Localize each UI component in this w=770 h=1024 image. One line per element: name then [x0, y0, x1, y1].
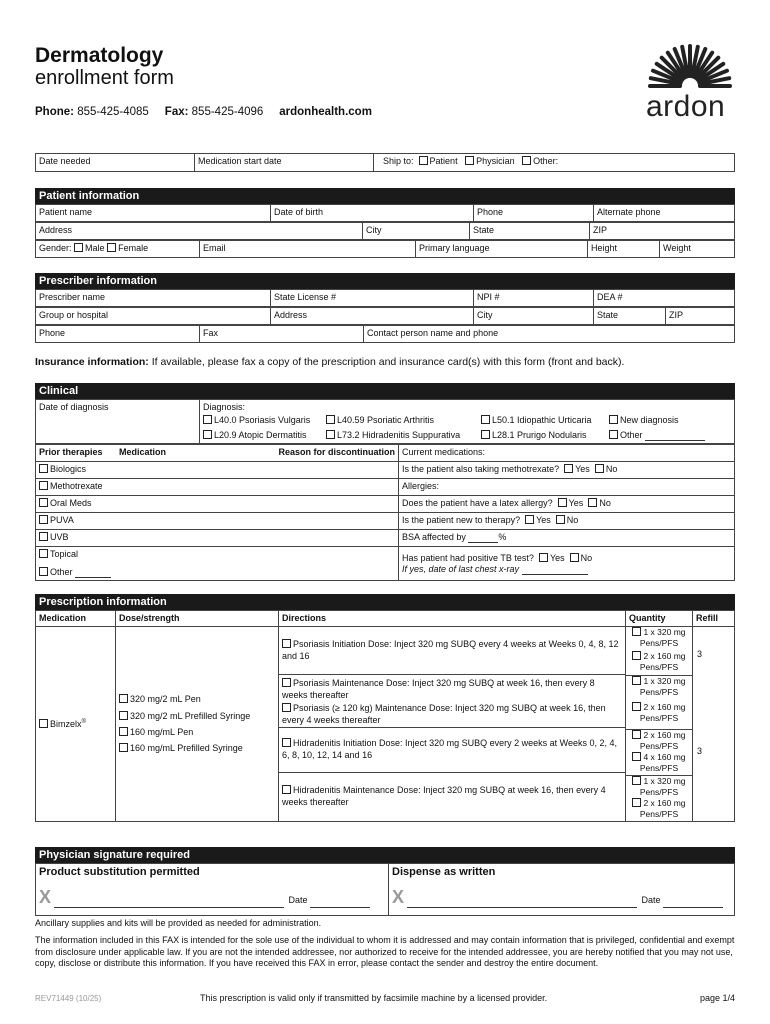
fax-label: Fax:	[164, 106, 189, 118]
dose-0[interactable]: 320 mg/2 mL Pen	[119, 694, 275, 705]
patient-zip-field[interactable]: ZIP	[590, 223, 735, 240]
weight-field[interactable]: Weight	[660, 241, 735, 258]
med-start-field[interactable]: Medication start date	[195, 154, 374, 172]
patient-phone-field[interactable]: Phone	[474, 205, 594, 222]
phone-number: 855-425-4085	[77, 106, 149, 118]
rx-refill-cell: 3 3	[693, 627, 735, 822]
dx-psoriasis[interactable]: L40.0 Psoriasis Vulgaris	[203, 415, 326, 426]
allergies-field[interactable]: Allergies:	[399, 478, 735, 495]
dea-field[interactable]: DEA #	[594, 290, 735, 307]
signature-bar: Physician signature required	[35, 847, 735, 863]
prescriber-address-field[interactable]: Address	[271, 308, 474, 325]
phone-label: Phone:	[35, 106, 74, 118]
gender-field: Gender: Male Female	[36, 241, 200, 258]
dx-urticaria[interactable]: L50.1 Idiopathic Urticaria	[481, 415, 609, 426]
patient-section	[35, 188, 735, 258]
logo-text: ardon	[646, 90, 726, 123]
therapy-biologics[interactable]: Biologics	[36, 461, 399, 478]
dx-new[interactable]: New diagnosis	[609, 415, 729, 426]
npi-field[interactable]: NPI #	[474, 290, 594, 307]
height-field[interactable]: Height	[588, 241, 660, 258]
contact-person-field[interactable]: Contact person name and phone	[364, 326, 735, 343]
dose-1[interactable]: 320 mg/2 mL Prefilled Syringe	[119, 711, 275, 722]
diagnosis-field: Diagnosis: L40.0 Psoriasis Vulgaris L40.59 Psoriatic Arthritis L50.1 Idiopathic Urticaria New diagnosis L20.9 Atopic Dermatitis L73.2 Hidradenitis Suppurativa L28.1 Prurigo Nodularis Other	[200, 400, 735, 444]
rx-directions-cell	[279, 627, 626, 822]
bsa-field[interactable]: BSA affected by %	[399, 529, 735, 546]
patient-bar: Patient information	[35, 188, 735, 204]
clinical-bar: Clinical	[35, 383, 735, 399]
validity-note: This prescription is valid only if transmitted by facsimile machine by a licensed provider.	[200, 993, 548, 1003]
fax-number: 855-425-4096	[191, 106, 264, 118]
prescriber-state-field[interactable]: State	[594, 308, 666, 325]
prescriber-city-field[interactable]: City	[474, 308, 594, 325]
rx-dose-cell	[116, 627, 279, 822]
patient-state-field[interactable]: State	[470, 223, 590, 240]
dose-2[interactable]: 160 mg/mL Pen	[119, 727, 275, 738]
dx-atopic[interactable]: L20.9 Atopic Dermatitis	[203, 430, 326, 441]
therapy-puva[interactable]: PUVA	[36, 512, 399, 529]
page-number: page 1/4	[700, 993, 736, 1003]
website[interactable]: ardonhealth.com	[279, 106, 372, 118]
female-checkbox[interactable]	[107, 243, 116, 252]
prescriber-phone-field[interactable]: Phone	[36, 326, 200, 343]
patient-city-field[interactable]: City	[363, 223, 470, 240]
rx-qty-cell: 1 x 320 mg Pens/PFS 2 x 160 mg Pens/PFS 1 x 320 mg Pens/PFS 2 x 160 mg Pens/PFS 2 x 160 mg Pens/PFS 4 x 160 mg Pens/PFS 1 x 320 mg Pens/PFS 2 x 160 mg Pens/PFS	[626, 627, 693, 822]
prescriber-name-field[interactable]: Prescriber name	[36, 290, 271, 307]
direction-0[interactable]: Psoriasis Initiation Dose: Inject 320 mg SUBQ every 4 weeks at Weeks 0, 4, 8, 12 and 16	[279, 627, 625, 675]
rx-med-header: Medication	[36, 611, 116, 627]
ship-to-field: Ship to: Patient Physician Other:	[374, 154, 735, 172]
group-field[interactable]: Group or hospital	[36, 308, 271, 325]
ship-other-checkbox[interactable]	[522, 156, 531, 165]
license-field[interactable]: State License #	[271, 290, 474, 307]
ancillary-note: Ancillary supplies and kits will be provided as needed for administration.	[35, 918, 322, 928]
ship-patient-checkbox[interactable]	[419, 156, 428, 165]
signature-section	[35, 847, 735, 916]
prescriber-zip-field[interactable]: ZIP	[666, 308, 735, 325]
direction-1[interactable]: Psoriasis Maintenance Dose: Inject 320 mg SUBQ at week 16, then every 8 weeks thereafter	[282, 678, 595, 700]
direction-2[interactable]: Psoriasis (≥ 120 kg) Maintenance Dose: Inject 320 mg SUBQ at week 16, then every 4 weeks thereafter	[279, 701, 625, 728]
q-new-therapy: Is the patient new to therapy? Yes No	[399, 512, 735, 529]
therapy-topical-other[interactable]: Topical Other	[36, 546, 399, 581]
therapy-oral[interactable]: Oral Meds	[36, 495, 399, 512]
patient-name-field[interactable]: Patient name	[36, 205, 271, 222]
male-checkbox[interactable]	[74, 243, 83, 252]
date-needed-field[interactable]: Date needed	[36, 154, 195, 172]
dx-hidradenitis[interactable]: L73.2 Hidradenitis Suppurativa	[326, 430, 481, 441]
alt-phone-field[interactable]: Alternate phone	[594, 205, 735, 222]
form-subtitle: enrollment form	[35, 67, 174, 89]
reason-header: Reason for discontinuation	[252, 444, 399, 461]
logo-burst-icon	[640, 36, 740, 92]
current-meds-field[interactable]: Current medications:	[399, 444, 735, 461]
prescription-section	[35, 594, 735, 822]
q-tb-test: Has patient had positive TB test? Yes No If yes, date of last chest x-ray	[399, 546, 735, 581]
contact-line	[35, 106, 372, 118]
rx-dose-header: Dose/strength	[116, 611, 279, 627]
ardon-logo	[640, 36, 740, 126]
clinical-section	[35, 383, 735, 581]
direction-4[interactable]: Hidradenitis Maintenance Dose: Inject 320 mg SUBQ at week 16, then every 4 weeks thereafter	[282, 785, 606, 807]
therapy-uvb[interactable]: UVB	[36, 529, 399, 546]
dose-3[interactable]: 160 mg/mL Prefilled Syringe	[119, 743, 275, 754]
revision-code: REV71449 (10/25)	[35, 994, 102, 1003]
ship-physician-checkbox[interactable]	[465, 156, 474, 165]
prescriber-fax-field[interactable]: Fax	[200, 326, 364, 343]
confidentiality-note: The information included in this FAX is intended for the sole use of the individual to whom it is addressed and may contain information that is privileged, confidential and exempt from disclosure under applicable law. If you are not the intended addressee, nor authorized to receive for the intended addressee, you are hereby notified that you may not use, copy, disclose or distribute this information. If you have received this FAX in error, please contact the sender and destroy the entire document.	[35, 935, 735, 969]
q-latex: Does the patient have a latex allergy? Yes No	[399, 495, 735, 512]
rx-directions-header: Directions	[279, 611, 626, 627]
rx-refill-header: Refill	[693, 611, 735, 627]
language-field[interactable]: Primary language	[416, 241, 588, 258]
rx-qty-header: Quantity	[626, 611, 693, 627]
email-field[interactable]: Email	[200, 241, 416, 258]
dob-field[interactable]: Date of birth	[271, 205, 474, 222]
substitution-signature[interactable]: Product substitution permitted X Date	[36, 864, 389, 916]
prescriber-bar: Prescriber information	[35, 273, 735, 289]
date-of-diagnosis-field[interactable]: Date of diagnosis	[36, 400, 200, 444]
rx-medication-cell[interactable]: Bimzelx®	[36, 627, 116, 822]
insurance-note: Insurance information: If available, please fax a copy of the prescription and insurance card(s) with this form (front and back).	[35, 356, 625, 368]
form-title: Dermatology	[35, 44, 164, 67]
prescriber-section	[35, 273, 735, 343]
dx-other[interactable]: Other	[609, 430, 729, 441]
prescription-bar: Prescription information	[35, 594, 735, 610]
direction-3[interactable]: Hidradenitis Initiation Dose: Inject 320 mg SUBQ every 2 weeks at Weeks 0, 2, 4, 6, 8, 10, 12, 14 and 16	[279, 728, 625, 773]
medication-header: Medication	[116, 444, 252, 461]
daw-signature[interactable]: Dispense as written X Date	[389, 864, 735, 916]
patient-address-field[interactable]: Address	[36, 223, 363, 240]
therapy-methotrexate[interactable]: Methotrexate	[36, 478, 399, 495]
top-row	[35, 153, 735, 172]
prior-therapies-header: Prior therapies	[36, 444, 117, 461]
q-methotrexate: Is the patient also taking methotrexate? Yes No	[399, 461, 735, 478]
dx-prurigo[interactable]: L28.1 Prurigo Nodularis	[481, 430, 609, 441]
dx-psoriatic-arthritis[interactable]: L40.59 Psoriatic Arthritis	[326, 415, 481, 426]
